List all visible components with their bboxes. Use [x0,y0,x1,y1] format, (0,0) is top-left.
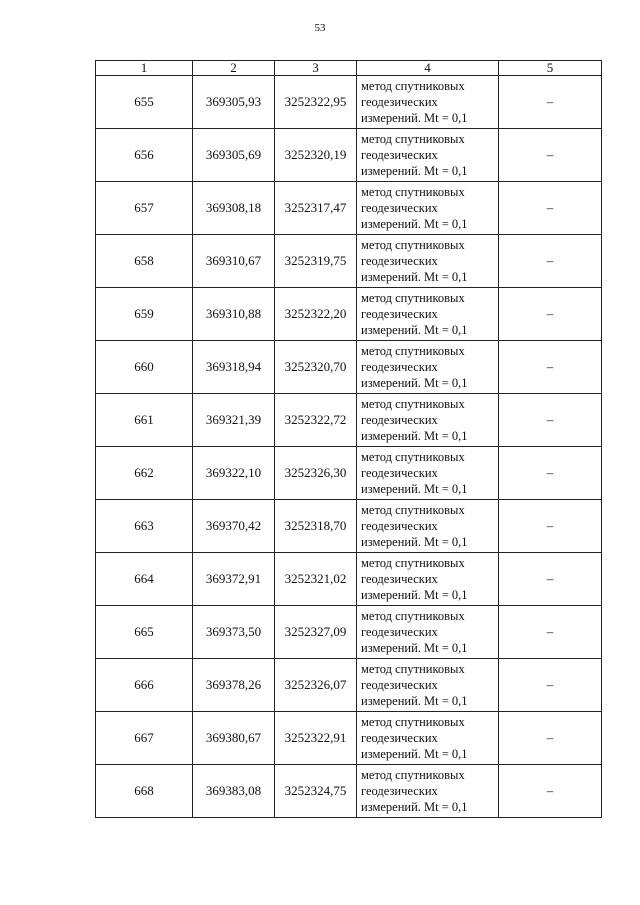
table-row [96,76,602,129]
note-cell: – [499,182,602,235]
point-number-cell: 655 [96,76,193,129]
column-header-2: 2 [193,61,275,76]
note-cell: – [499,765,602,818]
method-cell [357,659,499,712]
method-line: измерений. Mt = 0,1 [361,694,468,708]
table-row [96,500,602,553]
point-number-cell: 661 [96,394,193,447]
point-number-cell: 659 [96,288,193,341]
method-line: измерений. Mt = 0,1 [361,747,468,761]
method-line: измерений. Mt = 0,1 [361,376,468,390]
column-header-5: 5 [499,61,602,76]
note-cell: – [499,712,602,765]
method-line: измерений. Mt = 0,1 [361,164,468,178]
method-line: метод спутниковых [361,397,465,411]
x-coordinate-cell: 369380,67 [193,712,275,765]
method-line: геодезических [361,413,438,427]
method-line: метод спутниковых [361,291,465,305]
note-cell: – [499,129,602,182]
method-line: измерений. Mt = 0,1 [361,323,468,337]
method-line: метод спутниковых [361,450,465,464]
table-row [96,394,602,447]
page-number: 53 [314,22,326,34]
method-line: метод спутниковых [361,715,465,729]
x-coordinate-cell: 369310,67 [193,235,275,288]
method-line: геодезических [361,360,438,374]
table-row [96,659,602,712]
y-coordinate-cell: 3252322,95 [275,76,357,129]
method-cell [357,500,499,553]
method-cell [357,129,499,182]
table-body [96,76,602,818]
method-line: метод спутниковых [361,79,465,93]
y-coordinate-cell: 3252321,02 [275,553,357,606]
method-cell [357,447,499,500]
method-cell [357,182,499,235]
method-line: геодезических [361,625,438,639]
method-line: измерений. Mt = 0,1 [361,800,468,814]
x-coordinate-cell: 369373,50 [193,606,275,659]
x-coordinate-cell: 369370,42 [193,500,275,553]
x-coordinate-cell: 369321,39 [193,394,275,447]
point-number-cell: 667 [96,712,193,765]
method-cell [357,765,499,818]
y-coordinate-cell: 3252326,30 [275,447,357,500]
x-coordinate-cell: 369378,26 [193,659,275,712]
table-row [96,182,602,235]
table-row [96,235,602,288]
method-line: метод спутниковых [361,344,465,358]
note-cell: – [499,288,602,341]
method-line: метод спутниковых [361,238,465,252]
y-coordinate-cell: 3252326,07 [275,659,357,712]
method-line: геодезических [361,731,438,745]
method-line: измерений. Mt = 0,1 [361,270,468,284]
y-coordinate-cell: 3252322,20 [275,288,357,341]
method-cell [357,394,499,447]
method-line: измерений. Mt = 0,1 [361,482,468,496]
method-cell [357,606,499,659]
method-line: геодезических [361,254,438,268]
point-number-cell: 663 [96,500,193,553]
x-coordinate-cell: 369305,69 [193,129,275,182]
method-line: метод спутниковых [361,768,465,782]
method-line: метод спутниковых [361,503,465,517]
column-header-1: 1 [96,61,193,76]
table-header-row [96,61,602,76]
y-coordinate-cell: 3252322,72 [275,394,357,447]
point-number-cell: 656 [96,129,193,182]
method-line: измерений. Mt = 0,1 [361,588,468,602]
method-cell [357,288,499,341]
method-line: геодезических [361,466,438,480]
x-coordinate-cell: 369310,88 [193,288,275,341]
method-line: геодезических [361,519,438,533]
y-coordinate-cell: 3252319,75 [275,235,357,288]
method-line: геодезических [361,148,438,162]
note-cell: – [499,76,602,129]
method-line: геодезических [361,678,438,692]
y-coordinate-cell: 3252317,47 [275,182,357,235]
method-line: метод спутниковых [361,662,465,676]
y-coordinate-cell: 3252322,91 [275,712,357,765]
method-cell [357,553,499,606]
note-cell: – [499,394,602,447]
table-row [96,765,602,818]
method-line: метод спутниковых [361,185,465,199]
method-line: измерений. Mt = 0,1 [361,429,468,443]
method-line: метод спутниковых [361,609,465,623]
point-number-cell: 665 [96,606,193,659]
point-number-cell: 662 [96,447,193,500]
note-cell: – [499,500,602,553]
table-row [96,553,602,606]
coordinates-table [95,60,602,818]
method-cell [357,235,499,288]
method-cell [357,712,499,765]
method-line: геодезических [361,95,438,109]
x-coordinate-cell: 369383,08 [193,765,275,818]
method-line: измерений. Mt = 0,1 [361,641,468,655]
point-number-cell: 668 [96,765,193,818]
method-line: геодезических [361,784,438,798]
x-coordinate-cell: 369372,91 [193,553,275,606]
method-line: метод спутниковых [361,556,465,570]
x-coordinate-cell: 369322,10 [193,447,275,500]
y-coordinate-cell: 3252320,70 [275,341,357,394]
y-coordinate-cell: 3252318,70 [275,500,357,553]
y-coordinate-cell: 3252324,75 [275,765,357,818]
method-line: измерений. Mt = 0,1 [361,111,468,125]
method-cell [357,76,499,129]
note-cell: – [499,553,602,606]
method-cell [357,341,499,394]
method-line: измерений. Mt = 0,1 [361,535,468,549]
method-line: геодезических [361,201,438,215]
point-number-cell: 666 [96,659,193,712]
x-coordinate-cell: 369305,93 [193,76,275,129]
method-line: метод спутниковых [361,132,465,146]
note-cell: – [499,341,602,394]
point-number-cell: 664 [96,553,193,606]
table-row [96,712,602,765]
column-header-4: 4 [357,61,499,76]
x-coordinate-cell: 369308,18 [193,182,275,235]
x-coordinate-cell: 369318,94 [193,341,275,394]
table-row [96,341,602,394]
y-coordinate-cell: 3252320,19 [275,129,357,182]
point-number-cell: 657 [96,182,193,235]
table-row [96,129,602,182]
y-coordinate-cell: 3252327,09 [275,606,357,659]
note-cell: – [499,235,602,288]
point-number-cell: 658 [96,235,193,288]
table-row [96,447,602,500]
point-number-cell: 660 [96,341,193,394]
note-cell: – [499,606,602,659]
column-header-3: 3 [275,61,357,76]
method-line: геодезических [361,572,438,586]
table-row [96,288,602,341]
table-row [96,606,602,659]
note-cell: – [499,659,602,712]
note-cell: – [499,447,602,500]
method-line: геодезических [361,307,438,321]
method-line: измерений. Mt = 0,1 [361,217,468,231]
